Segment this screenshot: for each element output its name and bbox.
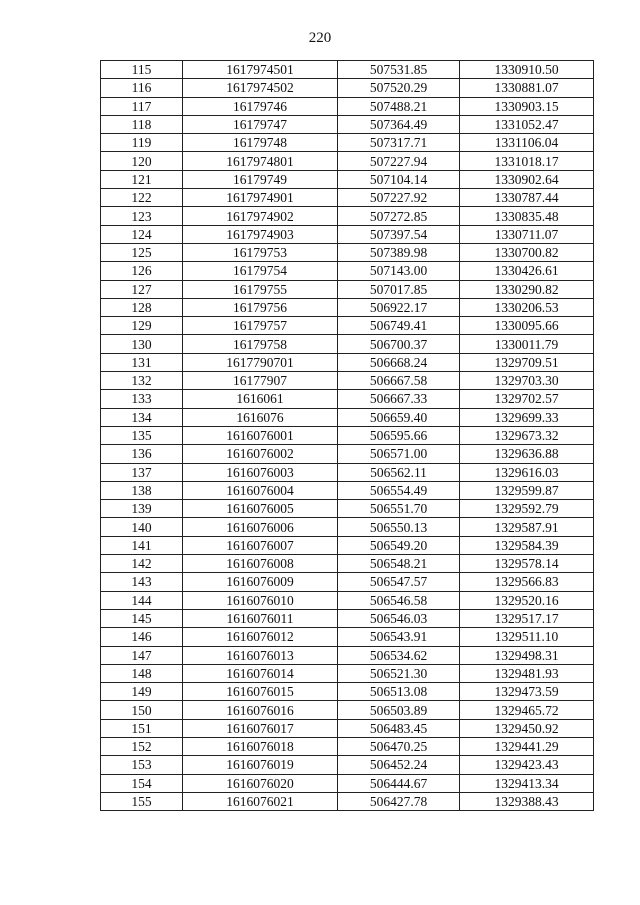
point-number-cell: 145 — [101, 609, 183, 627]
x-coordinate-cell: 506571.00 — [338, 445, 460, 463]
table-row — [101, 463, 594, 481]
point-number-cell: 120 — [101, 152, 183, 170]
table-row — [101, 555, 594, 573]
point-id-cell: 16179753 — [183, 243, 338, 261]
y-coordinate-cell: 1329587.91 — [460, 518, 594, 536]
x-coordinate-cell: 507272.85 — [338, 207, 460, 225]
table-row — [101, 79, 594, 97]
point-id-cell: 1616076013 — [183, 646, 338, 664]
point-number-cell: 118 — [101, 115, 183, 133]
x-coordinate-cell: 507227.94 — [338, 152, 460, 170]
y-coordinate-cell: 1331018.17 — [460, 152, 594, 170]
x-coordinate-cell: 506547.57 — [338, 573, 460, 591]
point-id-cell: 1616076006 — [183, 518, 338, 536]
point-id-cell: 1616076011 — [183, 609, 338, 627]
x-coordinate-cell: 506534.62 — [338, 646, 460, 664]
point-number-cell: 127 — [101, 280, 183, 298]
point-number-cell: 126 — [101, 262, 183, 280]
table-row — [101, 280, 594, 298]
y-coordinate-cell: 1330011.79 — [460, 335, 594, 353]
table-row — [101, 115, 594, 133]
y-coordinate-cell: 1329450.92 — [460, 719, 594, 737]
y-coordinate-cell: 1329465.72 — [460, 701, 594, 719]
table-row — [101, 225, 594, 243]
point-number-cell: 143 — [101, 573, 183, 591]
y-coordinate-cell: 1329566.83 — [460, 573, 594, 591]
point-number-cell: 152 — [101, 737, 183, 755]
point-id-cell: 1616076012 — [183, 628, 338, 646]
point-id-cell: 16177907 — [183, 372, 338, 390]
coordinates-table — [100, 60, 594, 811]
table-row — [101, 737, 594, 755]
point-id-cell: 16179748 — [183, 134, 338, 152]
point-id-cell: 1616076016 — [183, 701, 338, 719]
x-coordinate-cell: 506700.37 — [338, 335, 460, 353]
x-coordinate-cell: 506452.24 — [338, 756, 460, 774]
table-body — [101, 61, 594, 811]
x-coordinate-cell: 506667.58 — [338, 372, 460, 390]
point-id-cell: 1617974502 — [183, 79, 338, 97]
x-coordinate-cell: 506554.49 — [338, 481, 460, 499]
table-row — [101, 262, 594, 280]
y-coordinate-cell: 1329673.32 — [460, 426, 594, 444]
table-row — [101, 426, 594, 444]
table-row — [101, 189, 594, 207]
table-row — [101, 500, 594, 518]
point-id-cell: 1616076017 — [183, 719, 338, 737]
page-number: 220 — [308, 30, 332, 46]
table-row — [101, 353, 594, 371]
point-number-cell: 129 — [101, 317, 183, 335]
point-number-cell: 153 — [101, 756, 183, 774]
table-row — [101, 408, 594, 426]
table-row — [101, 445, 594, 463]
table-row — [101, 591, 594, 609]
point-number-cell: 119 — [101, 134, 183, 152]
y-coordinate-cell: 1330095.66 — [460, 317, 594, 335]
table-row — [101, 701, 594, 719]
y-coordinate-cell: 1331052.47 — [460, 115, 594, 133]
point-number-cell: 134 — [101, 408, 183, 426]
point-id-cell: 1616076014 — [183, 664, 338, 682]
table-row — [101, 97, 594, 115]
table-row — [101, 390, 594, 408]
table-row — [101, 134, 594, 152]
table-row — [101, 170, 594, 188]
point-number-cell: 122 — [101, 189, 183, 207]
point-number-cell: 131 — [101, 353, 183, 371]
x-coordinate-cell: 507389.98 — [338, 243, 460, 261]
x-coordinate-cell: 506667.33 — [338, 390, 460, 408]
y-coordinate-cell: 1330902.64 — [460, 170, 594, 188]
point-number-cell: 115 — [101, 61, 183, 79]
x-coordinate-cell: 506551.70 — [338, 500, 460, 518]
point-number-cell: 128 — [101, 298, 183, 316]
point-number-cell: 142 — [101, 555, 183, 573]
point-number-cell: 155 — [101, 792, 183, 810]
point-number-cell: 141 — [101, 536, 183, 554]
x-coordinate-cell: 506546.03 — [338, 609, 460, 627]
y-coordinate-cell: 1329709.51 — [460, 353, 594, 371]
x-coordinate-cell: 506470.25 — [338, 737, 460, 755]
y-coordinate-cell: 1329441.29 — [460, 737, 594, 755]
table-row — [101, 664, 594, 682]
x-coordinate-cell: 506546.58 — [338, 591, 460, 609]
point-id-cell: 1617790701 — [183, 353, 338, 371]
point-id-cell: 1616076 — [183, 408, 338, 426]
x-coordinate-cell: 507520.29 — [338, 79, 460, 97]
x-coordinate-cell: 507227.92 — [338, 189, 460, 207]
point-number-cell: 125 — [101, 243, 183, 261]
y-coordinate-cell: 1330711.07 — [460, 225, 594, 243]
point-number-cell: 135 — [101, 426, 183, 444]
point-id-cell: 16179746 — [183, 97, 338, 115]
point-number-cell: 154 — [101, 774, 183, 792]
y-coordinate-cell: 1329703.30 — [460, 372, 594, 390]
point-id-cell: 1617974501 — [183, 61, 338, 79]
point-id-cell: 1616076021 — [183, 792, 338, 810]
point-number-cell: 132 — [101, 372, 183, 390]
x-coordinate-cell: 506595.66 — [338, 426, 460, 444]
table-row — [101, 518, 594, 536]
y-coordinate-cell: 1330910.50 — [460, 61, 594, 79]
point-id-cell: 1616076019 — [183, 756, 338, 774]
point-id-cell: 1616061 — [183, 390, 338, 408]
y-coordinate-cell: 1329616.03 — [460, 463, 594, 481]
x-coordinate-cell: 506483.45 — [338, 719, 460, 737]
point-id-cell: 1616076005 — [183, 500, 338, 518]
point-id-cell: 16179754 — [183, 262, 338, 280]
y-coordinate-cell: 1329584.39 — [460, 536, 594, 554]
y-coordinate-cell: 1330835.48 — [460, 207, 594, 225]
point-number-cell: 150 — [101, 701, 183, 719]
point-number-cell: 146 — [101, 628, 183, 646]
point-id-cell: 1617974903 — [183, 225, 338, 243]
table-row — [101, 207, 594, 225]
point-id-cell: 1616076007 — [183, 536, 338, 554]
y-coordinate-cell: 1330426.61 — [460, 262, 594, 280]
x-coordinate-cell: 506922.17 — [338, 298, 460, 316]
point-number-cell: 123 — [101, 207, 183, 225]
x-coordinate-cell: 506427.78 — [338, 792, 460, 810]
table-row — [101, 719, 594, 737]
table-row — [101, 683, 594, 701]
point-id-cell: 1616076002 — [183, 445, 338, 463]
y-coordinate-cell: 1329517.17 — [460, 609, 594, 627]
x-coordinate-cell: 506521.30 — [338, 664, 460, 682]
y-coordinate-cell: 1330881.07 — [460, 79, 594, 97]
y-coordinate-cell: 1330787.44 — [460, 189, 594, 207]
x-coordinate-cell: 506550.13 — [338, 518, 460, 536]
y-coordinate-cell: 1329699.33 — [460, 408, 594, 426]
x-coordinate-cell: 507317.71 — [338, 134, 460, 152]
point-number-cell: 144 — [101, 591, 183, 609]
x-coordinate-cell: 506562.11 — [338, 463, 460, 481]
table-row — [101, 573, 594, 591]
x-coordinate-cell: 506549.20 — [338, 536, 460, 554]
point-id-cell: 1616076009 — [183, 573, 338, 591]
point-id-cell: 1617974902 — [183, 207, 338, 225]
table-row — [101, 372, 594, 390]
table-row — [101, 792, 594, 810]
point-id-cell: 1617974801 — [183, 152, 338, 170]
point-id-cell: 1616076004 — [183, 481, 338, 499]
point-id-cell: 16179755 — [183, 280, 338, 298]
table-row — [101, 152, 594, 170]
y-coordinate-cell: 1329423.43 — [460, 756, 594, 774]
table-row — [101, 317, 594, 335]
y-coordinate-cell: 1329388.43 — [460, 792, 594, 810]
point-number-cell: 147 — [101, 646, 183, 664]
point-number-cell: 140 — [101, 518, 183, 536]
x-coordinate-cell: 506503.89 — [338, 701, 460, 719]
table-row — [101, 481, 594, 499]
x-coordinate-cell: 507397.54 — [338, 225, 460, 243]
point-number-cell: 116 — [101, 79, 183, 97]
point-number-cell: 151 — [101, 719, 183, 737]
y-coordinate-cell: 1331106.04 — [460, 134, 594, 152]
y-coordinate-cell: 1330290.82 — [460, 280, 594, 298]
x-coordinate-cell: 506543.91 — [338, 628, 460, 646]
point-id-cell: 16179749 — [183, 170, 338, 188]
table-row — [101, 756, 594, 774]
y-coordinate-cell: 1330700.82 — [460, 243, 594, 261]
y-coordinate-cell: 1329473.59 — [460, 683, 594, 701]
point-number-cell: 136 — [101, 445, 183, 463]
y-coordinate-cell: 1330903.15 — [460, 97, 594, 115]
point-number-cell: 149 — [101, 683, 183, 701]
y-coordinate-cell: 1329636.88 — [460, 445, 594, 463]
point-number-cell: 137 — [101, 463, 183, 481]
point-id-cell: 1616076020 — [183, 774, 338, 792]
x-coordinate-cell: 506444.67 — [338, 774, 460, 792]
x-coordinate-cell: 506749.41 — [338, 317, 460, 335]
x-coordinate-cell: 507364.49 — [338, 115, 460, 133]
table-row — [101, 774, 594, 792]
table-row — [101, 536, 594, 554]
point-number-cell: 133 — [101, 390, 183, 408]
y-coordinate-cell: 1329592.79 — [460, 500, 594, 518]
y-coordinate-cell: 1329511.10 — [460, 628, 594, 646]
x-coordinate-cell: 506513.08 — [338, 683, 460, 701]
y-coordinate-cell: 1330206.53 — [460, 298, 594, 316]
point-id-cell: 16179747 — [183, 115, 338, 133]
table-row — [101, 628, 594, 646]
table-row — [101, 61, 594, 79]
table-row — [101, 646, 594, 664]
point-id-cell: 16179756 — [183, 298, 338, 316]
y-coordinate-cell: 1329520.16 — [460, 591, 594, 609]
point-id-cell: 16179757 — [183, 317, 338, 335]
point-id-cell: 1616076001 — [183, 426, 338, 444]
table-row — [101, 243, 594, 261]
table-row — [101, 335, 594, 353]
y-coordinate-cell: 1329578.14 — [460, 555, 594, 573]
point-id-cell: 1616076003 — [183, 463, 338, 481]
point-id-cell: 1616076015 — [183, 683, 338, 701]
x-coordinate-cell: 506668.24 — [338, 353, 460, 371]
table-row — [101, 298, 594, 316]
point-number-cell: 117 — [101, 97, 183, 115]
x-coordinate-cell: 506548.21 — [338, 555, 460, 573]
x-coordinate-cell: 507104.14 — [338, 170, 460, 188]
x-coordinate-cell: 507531.85 — [338, 61, 460, 79]
point-id-cell: 1617974901 — [183, 189, 338, 207]
x-coordinate-cell: 507488.21 — [338, 97, 460, 115]
point-number-cell: 121 — [101, 170, 183, 188]
y-coordinate-cell: 1329481.93 — [460, 664, 594, 682]
point-number-cell: 139 — [101, 500, 183, 518]
table-row — [101, 609, 594, 627]
y-coordinate-cell: 1329498.31 — [460, 646, 594, 664]
y-coordinate-cell: 1329599.87 — [460, 481, 594, 499]
y-coordinate-cell: 1329413.34 — [460, 774, 594, 792]
point-number-cell: 124 — [101, 225, 183, 243]
point-number-cell: 138 — [101, 481, 183, 499]
point-id-cell: 1616076018 — [183, 737, 338, 755]
x-coordinate-cell: 507017.85 — [338, 280, 460, 298]
x-coordinate-cell: 507143.00 — [338, 262, 460, 280]
x-coordinate-cell: 506659.40 — [338, 408, 460, 426]
point-id-cell: 1616076008 — [183, 555, 338, 573]
point-id-cell: 16179758 — [183, 335, 338, 353]
y-coordinate-cell: 1329702.57 — [460, 390, 594, 408]
point-number-cell: 148 — [101, 664, 183, 682]
point-id-cell: 1616076010 — [183, 591, 338, 609]
point-number-cell: 130 — [101, 335, 183, 353]
